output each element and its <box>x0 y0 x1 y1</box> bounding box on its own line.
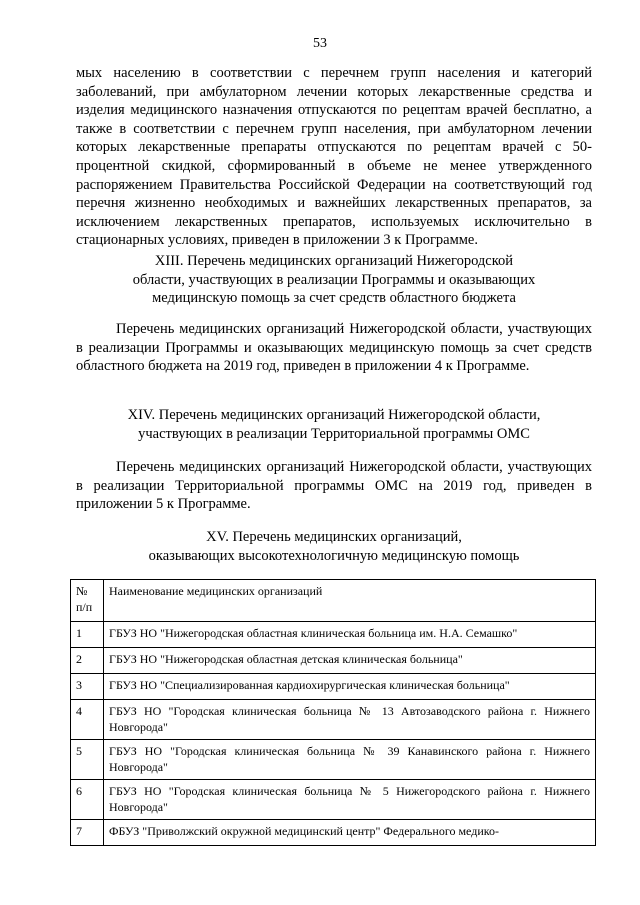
row-name: ГБУЗ НО "Нижегородская областная клиническая больница им. Н.А. Семашко" <box>104 622 596 648</box>
heading-line: XV. Перечень медицинских организаций, <box>206 529 462 545</box>
heading-line: оказывающих высокотехнологичную медицинскую помощь <box>148 547 520 564</box>
row-name: ГБУЗ НО "Городская клиническая больница № 39 Канавинского района г. Нижнего Новгорода" <box>104 740 596 780</box>
table-row <box>71 622 596 648</box>
table-row <box>71 700 596 740</box>
paragraph-text: Перечень медицинских организаций Нижегородской области, участвующих в реализации Территориальной программы ОМС на 2019 год, приведен в приложении 5 к Программе. <box>76 459 592 513</box>
row-num: 6 <box>71 780 104 820</box>
heading-line: медицинскую помощь за счет средств областного бюджета <box>152 290 516 307</box>
table-header-row <box>71 580 596 622</box>
row-num: 1 <box>71 622 104 648</box>
header-name: Наименование медицинских организаций <box>104 580 596 622</box>
paragraph-section-13 <box>76 320 592 376</box>
header-num: № п/п <box>71 580 104 622</box>
section-heading-13 <box>76 252 592 308</box>
paragraph-text: Перечень медицинских организаций Нижегородской области, участвующих в реализации Программы и оказывающих медицинскую помощь за счет средств областного бюджета на 2019 год, приведен в приложении 4 к Программе. <box>76 321 592 375</box>
table-row <box>71 820 596 846</box>
row-name: ГБУЗ НО "Специализированная кардиохирургическая клиническая больница" <box>104 674 596 700</box>
row-num: 2 <box>71 648 104 674</box>
table-row <box>71 674 596 700</box>
paragraph-section-14 <box>76 458 592 514</box>
heading-line: XIII. Перечень медицинских организаций Нижегородской <box>154 253 514 269</box>
row-num: 4 <box>71 700 104 740</box>
heading-line: XIV. Перечень медицинских организаций Нижегородской области, <box>127 407 541 423</box>
page-number: 53 <box>313 36 327 51</box>
row-name: ГБУЗ НО "Нижегородская областная детская клиническая больница" <box>104 648 596 674</box>
heading-line: участвующих в реализации Территориальной программы ОМС <box>138 425 530 442</box>
section-heading-15 <box>76 528 592 565</box>
row-num: 3 <box>71 674 104 700</box>
row-name: ГБУЗ НО "Городская клиническая больница № 5 Нижегородского района г. Нижнего Новгорода" <box>104 780 596 820</box>
heading-line: области, участвующих в реализации Программы и оказывающих <box>132 271 536 288</box>
row-name: ГБУЗ НО "Городская клиническая больница № 13 Автозаводского района г. Нижнего Новгорода" <box>104 700 596 740</box>
row-num: 5 <box>71 740 104 780</box>
table-row <box>71 648 596 674</box>
paragraph-continuation: мых населению в соответствии с перечнем групп населения и категорий заболеваний, при амбулаторном лечении которых лекарственные средства и изделия медицинского назначения отпускаются по рецептам врачей бесплатно, а также в соответствии с перечнем групп населения, при амбулаторном лечении которых лекарственные препараты отпускаются по рецептам врачей с 50-процентной скидкой, сформированный в объеме не менее утвержденного распоряжением Правительства Российской Федерации на соответствующий год перечня жизненно необходимых и важнейших лекарственных препаратов, за исключением лекарственных препаратов, используемых исключительно в стационарных условиях, приведен в приложении 3 к Программе. <box>76 65 592 249</box>
organizations-table <box>70 579 596 846</box>
table-row <box>71 740 596 780</box>
table-row <box>71 780 596 820</box>
row-num: 7 <box>71 820 104 846</box>
section-heading-14 <box>76 406 592 443</box>
row-name: ФБУЗ "Приволжский окружной медицинский центр" Федерального медико- <box>104 820 596 846</box>
